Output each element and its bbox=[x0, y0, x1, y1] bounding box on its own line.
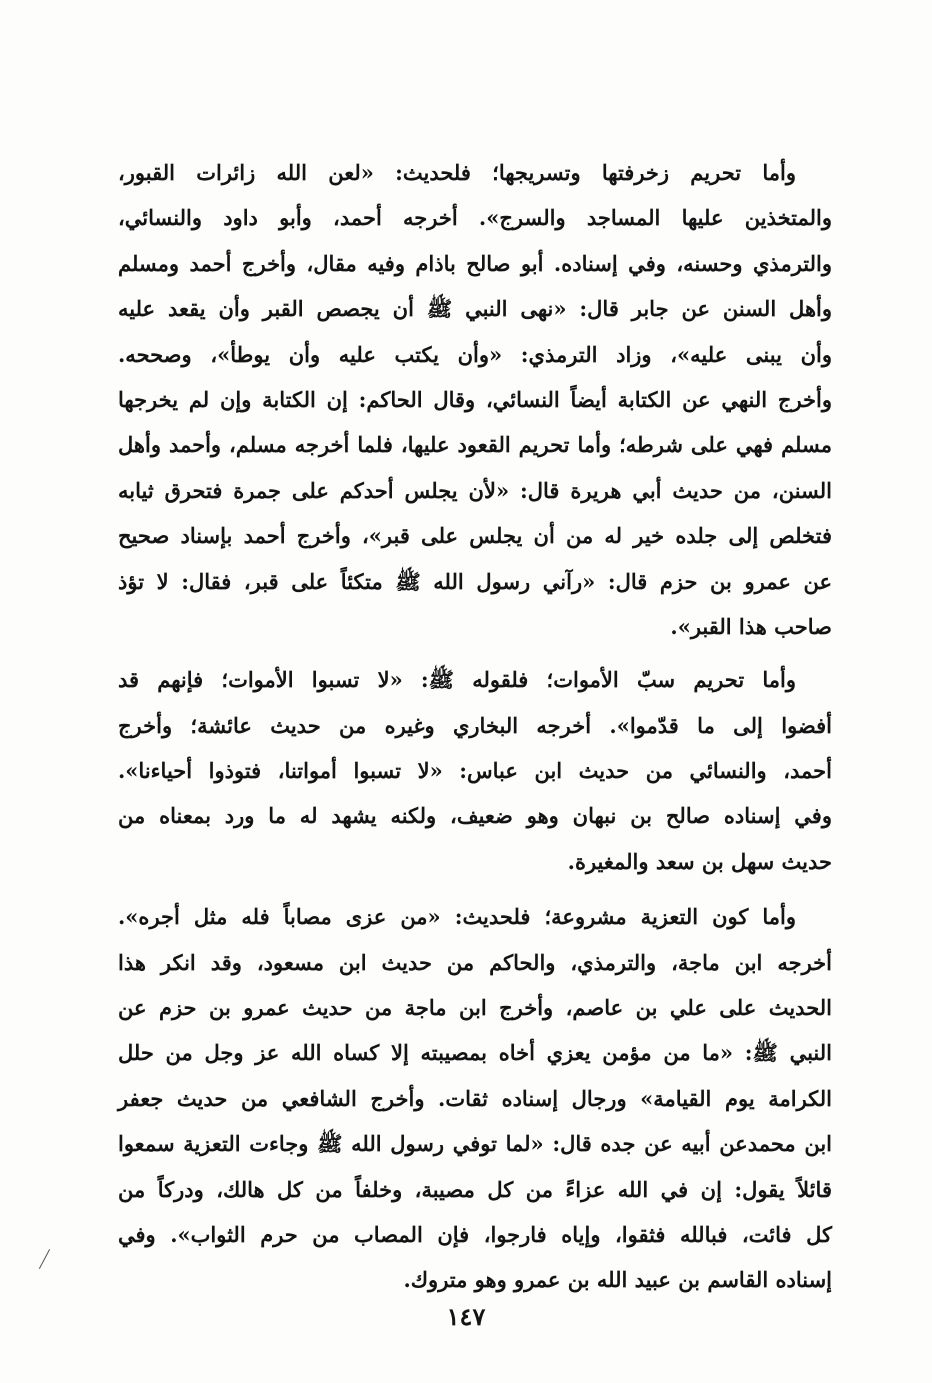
text-line: أفضوا إلى ما قدّموا». أخرجه البخاري وغيره من حديث عائشة؛ وأخرج bbox=[118, 712, 832, 738]
text-line: الكرامة يوم القيامة» ورجال إسناده ثقات. وأخرج الشافعي من حديث جعفر bbox=[118, 1085, 832, 1111]
text-line: وأما كون التعزية مشروعة؛ فلحديث: «من عزى مصاباً فله مثل أجره». bbox=[118, 904, 796, 930]
text-line: مسلم فهي على شرطه؛ وأما تحريم القعود عليها، فلما أخرجه مسلم، وأحمد وأهل bbox=[118, 432, 832, 458]
text-line: إسناده القاسم بن عبيد الله بن عمرو وهو متروك. bbox=[403, 1267, 832, 1293]
text-line: وأهل السنن عن جابر قال: «نهى النبي ﷺ أن يجصص القبر وأن يقعد عليه bbox=[118, 296, 832, 322]
text-line: صاحب هذا القبر». bbox=[670, 613, 832, 639]
text-line: وأخرج النهي عن الكتابة أيضاً النسائي، وقال الحاكم: إن الكتابة وإن لم يخرجها bbox=[118, 386, 832, 412]
text-line: والمتخذين عليها المساجد والسرج». أخرجه أحمد، وأبو داود والنسائي، bbox=[118, 205, 832, 231]
margin-pen-mark bbox=[39, 1249, 50, 1269]
text-line: الحديث على علي بن عاصم، وأخرج ابن ماجة من حديث عمرو بن حزم عن bbox=[118, 995, 832, 1021]
text-line: كل فائت، فبالله فثقوا، وإياه فارجوا، فإن المصاب من حرم الثواب». وفي bbox=[118, 1221, 832, 1247]
text-line: وأما تحريم سبّ الأموات؛ فلقوله ﷺ: «لا تسبوا الأموات؛ فإنهم قد bbox=[118, 667, 796, 693]
paragraph-grave-decoration bbox=[118, 150, 832, 649]
text-line: وأن يبنى عليه»، وزاد الترمذي: «وأن يكتب عليه وأن يوطأ»، وصححه. bbox=[118, 341, 832, 367]
paragraph-condolence bbox=[118, 894, 832, 1303]
text-line: عن عمرو بن حزم قال: «رآني رسول الله ﷺ متكئاً على قبر، فقال: لا تؤذ bbox=[118, 568, 832, 594]
text-line: أحمد، والنسائي من حديث ابن عباس: «لا تسبوا أمواتنا، فتوذوا أحياءنا». bbox=[118, 758, 832, 784]
text-line: أخرجه ابن ماجة، والترمذي، والحاكم من حديث ابن مسعود، وقد انكر هذا bbox=[118, 949, 832, 975]
text-line: وأما تحريم زخرفتها وتسريجها؛ فلحديث: «لعن الله زائرات القبور، bbox=[118, 160, 796, 185]
text-line: قائلاً يقول: إن في الله عزاءً من كل مصيبة، وخلفاً من كل هالك، ودركاً من bbox=[118, 1176, 832, 1202]
paragraph-insulting-the-dead bbox=[118, 657, 832, 884]
text-line: وفي إسناده صالح بن نبهان وهو ضعيف، ولكنه يشهد له ما ورد بمعناه من bbox=[118, 803, 832, 829]
text-line: السنن، من حديث أبي هريرة قال: «لأن يجلس أحدكم على جمرة فتحرق ثيابه bbox=[118, 477, 832, 503]
text-line: فتخلص إلى جلده خير له من أن يجلس على قبر»، وأخرج أحمد بإسناد صحيح bbox=[118, 523, 832, 549]
text-line: والترمذي وحسنه، وفي إسناده. أبو صالح باذام وفيه مقال، وأخرج أحمد ومسلم bbox=[118, 250, 832, 276]
body-text bbox=[118, 150, 832, 1303]
text-line: حديث سهل بن سعد والمغيرة. bbox=[567, 848, 832, 874]
page-number: ١٤٧ bbox=[446, 1302, 486, 1331]
text-line: ابن محمدعن أبيه عن جده قال: «لما توفي رسول الله ﷺ وجاءت التعزية سمعوا bbox=[118, 1131, 832, 1157]
text-line: النبي ﷺ: «ما من مؤمن يعزي أخاه بمصيبته إلا كساه الله عز وجل من حلل bbox=[118, 1040, 832, 1066]
